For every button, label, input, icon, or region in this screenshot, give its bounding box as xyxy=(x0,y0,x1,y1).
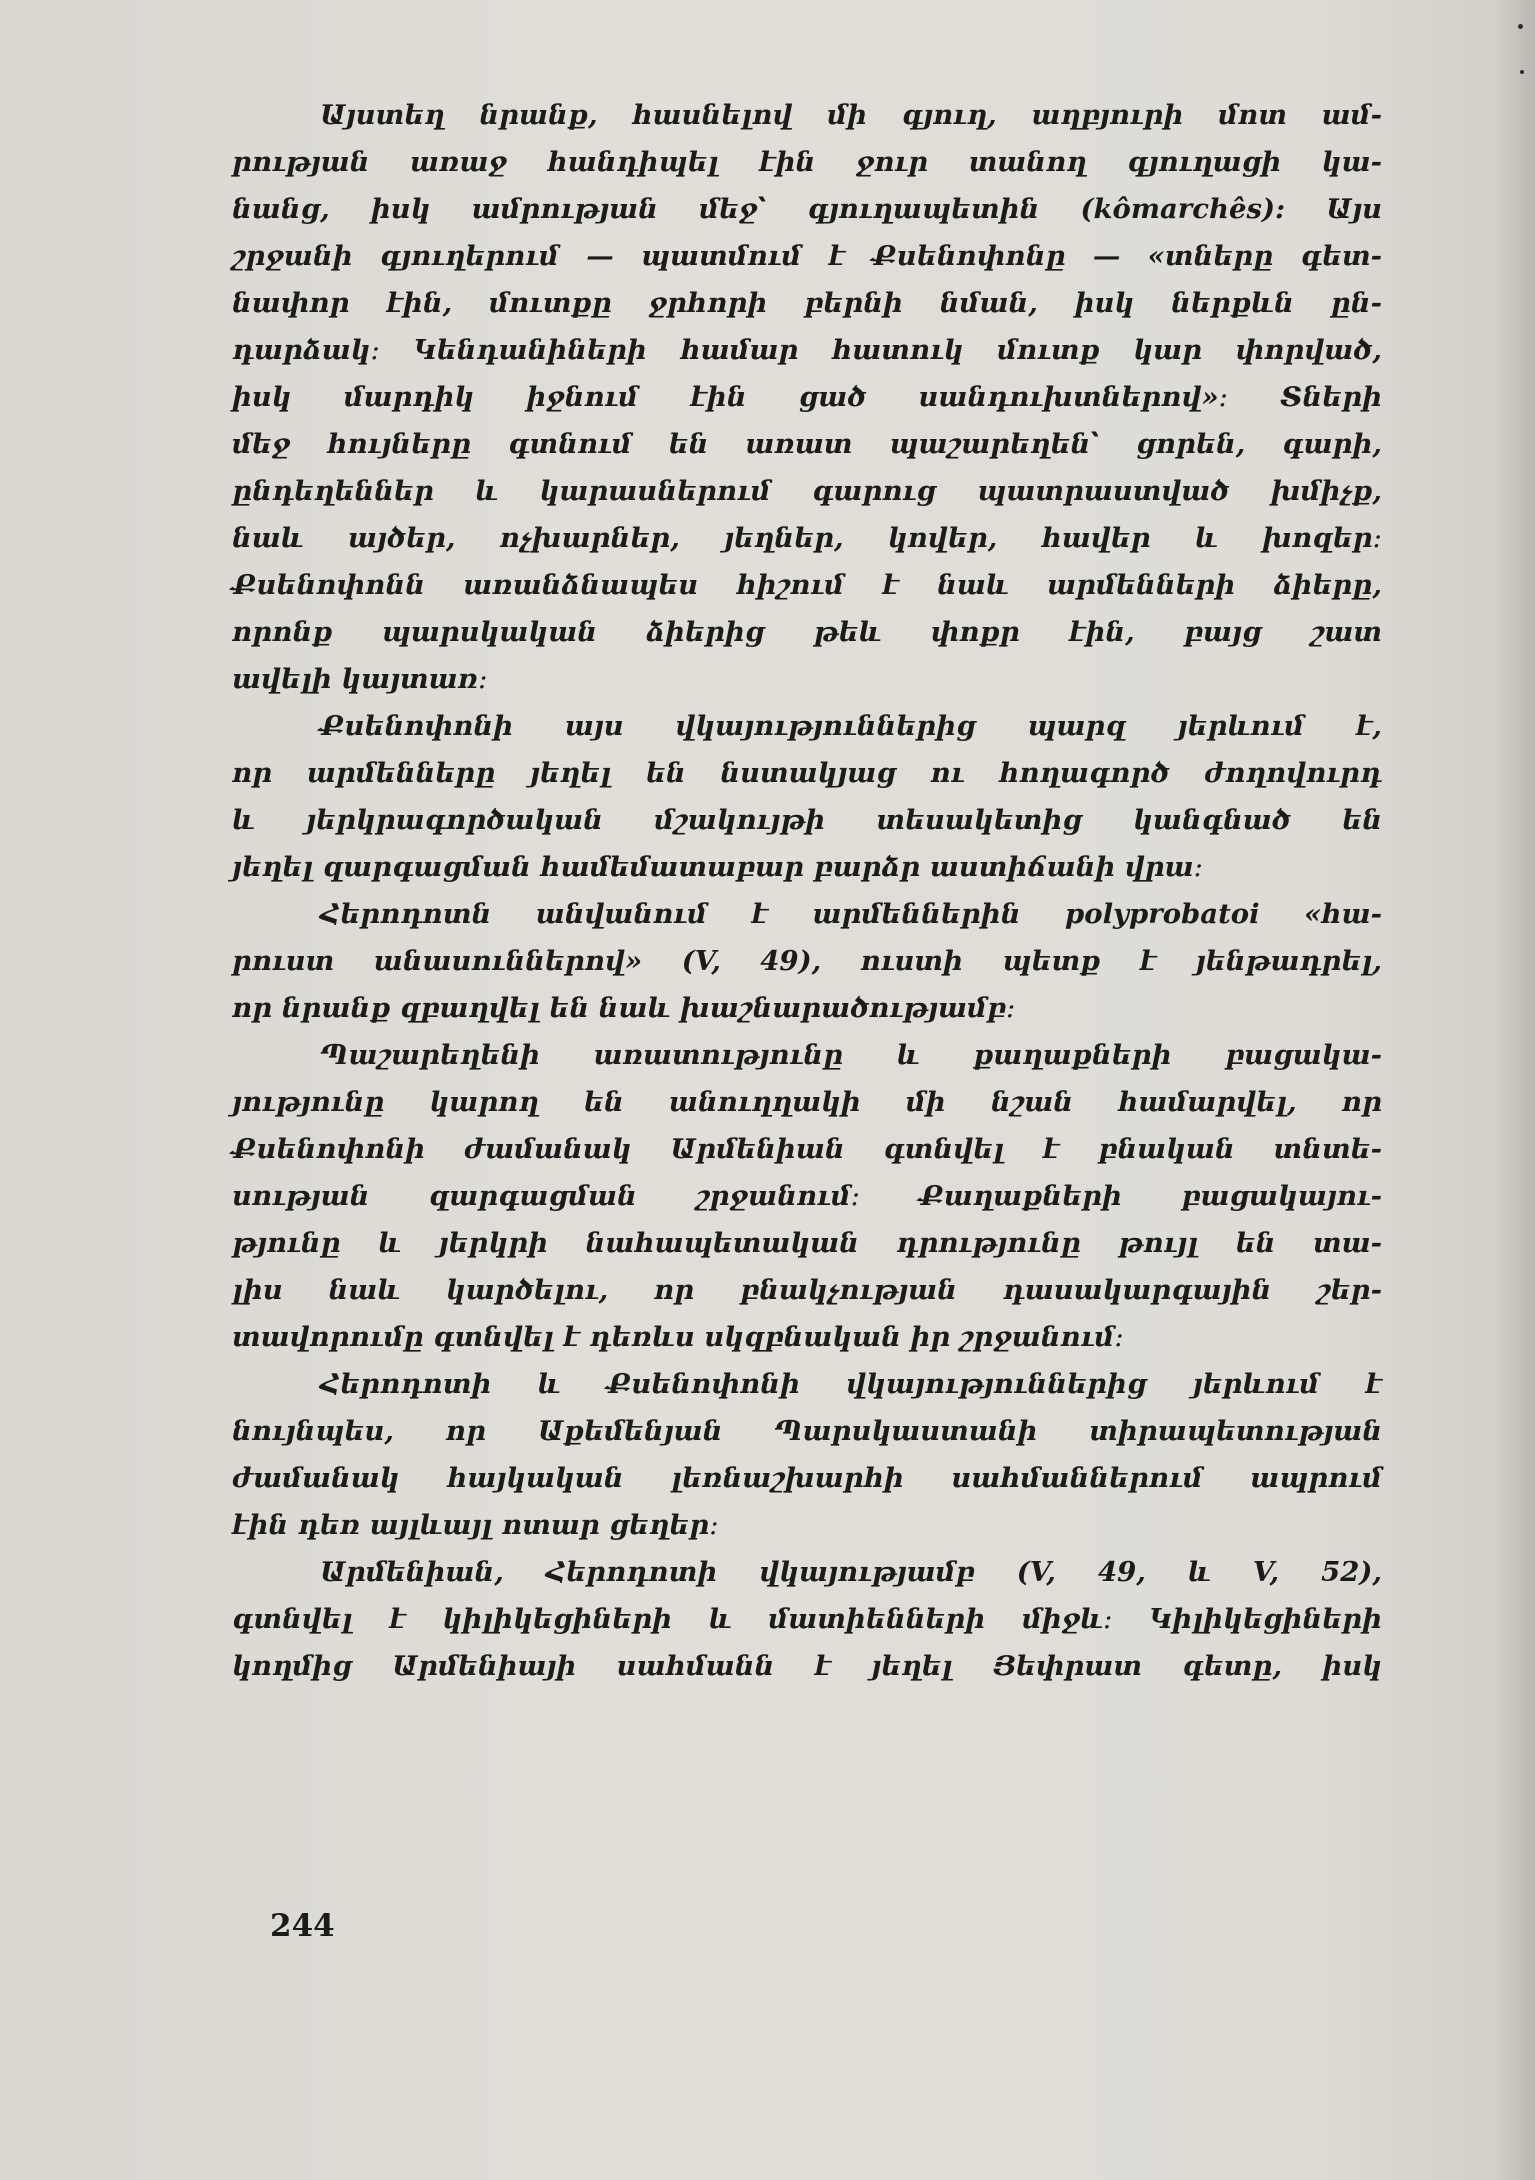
text-line: Արմենիան, Հերոդոտի վկայությամբ (V, 49, և V, 52), xyxy=(320,1556,1382,1588)
text-line: նանց, իսկ ամրության մեջ՝ գյուղապետին (kômarchês): Այս xyxy=(232,193,1382,225)
text-line: րության առաջ հանդիպել էին ջուր տանող գյուղացի կա- xyxy=(232,146,1382,178)
text-line: իսկ մարդիկ իջնում էին ցած սանդուխտներով»։ Տների xyxy=(232,381,1382,413)
page-edge-shadow xyxy=(1495,0,1535,2180)
page-number: 244 xyxy=(270,1908,335,1944)
text-line: տավորումը գտնվել է դեռևս սկզբնական իր շրջանում։ xyxy=(232,1321,1124,1353)
text-line: մեջ հույները գտնում են առատ պաշարեղեն՝ ցորեն, գարի, xyxy=(232,428,1382,460)
text-line: յեղել զարգացման համեմատաբար բարձր աստիճանի վրա։ xyxy=(232,851,1204,883)
text-line: Պաշարեղենի առատությունը և քաղաքների բացակա- xyxy=(320,1039,1382,1071)
text-line: որ արմենները յեղել են նստակյաց ու հողագործ ժողովուրդ xyxy=(232,757,1382,789)
text-line: ժամանակ հայկական լեռնաշխարհի սահմաններում ապրում xyxy=(232,1462,1382,1494)
text-line: կողմից Արմենիայի սահմանն է յեղել Յեփրատ գետը, իսկ xyxy=(232,1650,1382,1682)
text-line: որոնք պարսկական ձիերից թեև փոքր էին, բայց շատ xyxy=(232,616,1382,648)
text-line: Հերոդոտն անվանում է արմեններին polyprobatoi «հա- xyxy=(320,898,1382,930)
text-line: էին դեռ այլևայլ ոտար ցեղեր։ xyxy=(232,1509,719,1541)
text-line: լիս նաև կարծելու, որ բնակչության դասակարգային շեր- xyxy=(232,1274,1382,1306)
text-line: Քսենոփոնի ժամանակ Արմենիան գտնվել է բնական տնտե- xyxy=(232,1133,1382,1165)
text-line: շրջանի գյուղերում — պատմում է Քսենոփոնը — «տները գետ- xyxy=(232,240,1382,272)
text-line: Քսենոփոնի այս վկայություններից պարզ յերևում է, xyxy=(320,710,1382,742)
text-line: դարձակ։ Կենդանիների համար հատուկ մուտք կար փորված, xyxy=(232,334,1382,366)
text-line: սության զարգացման շրջանում։ Քաղաքների բացակայու- xyxy=(232,1180,1382,1212)
text-line: Այստեղ նրանք, հասնելով մի գյուղ, աղբյուրի մոտ ամ- xyxy=(320,99,1382,131)
ink-speck xyxy=(1520,70,1524,74)
text-line: ընդեղեններ և կարասներում գարուց պատրաստված խմիչք, xyxy=(232,475,1382,507)
text-line: գտնվել է կիլիկեցիների և մատիենների միջև։ Կիլիկեցիների xyxy=(232,1603,1382,1635)
text-line: որ նրանք զբաղվել են նաև խաշնարածությամբ։ xyxy=(232,992,1016,1024)
text-line: Քսենոփոնն առանձնապես հիշում է նաև արմենների ձիերը, xyxy=(232,569,1382,601)
text-line: Հերոդոտի և Քսենոփոնի վկայություններից յերևում է xyxy=(320,1368,1382,1400)
text-line: րուստ անասուններով» (V, 49), ուստի պետք է յենթադրել, xyxy=(232,945,1382,977)
text-line: յությունը կարող են անուղղակի մի նշան համարվել, որ xyxy=(232,1086,1382,1118)
text-line: նափոր էին, մուտքը ջրհորի բերնի նման, իսկ ներքևն ըն- xyxy=(232,287,1382,319)
text-line: նաև այծեր, ոչխարներ, յեղներ, կովեր, հավեր և խոզեր։ xyxy=(232,522,1382,554)
text-line: և յերկրագործական մշակույթի տեսակետից կանգնած են xyxy=(232,804,1382,836)
text-line: ավելի կայտառ։ xyxy=(232,663,488,695)
text-line: թյունը և յերկրի նահապետական դրությունը թույլ են տա- xyxy=(232,1227,1382,1259)
body-text xyxy=(232,92,1382,1690)
ink-speck xyxy=(1518,24,1523,29)
text-line: նույնպես, որ Աքեմենյան Պարսկաստանի տիրապետության xyxy=(232,1415,1382,1447)
